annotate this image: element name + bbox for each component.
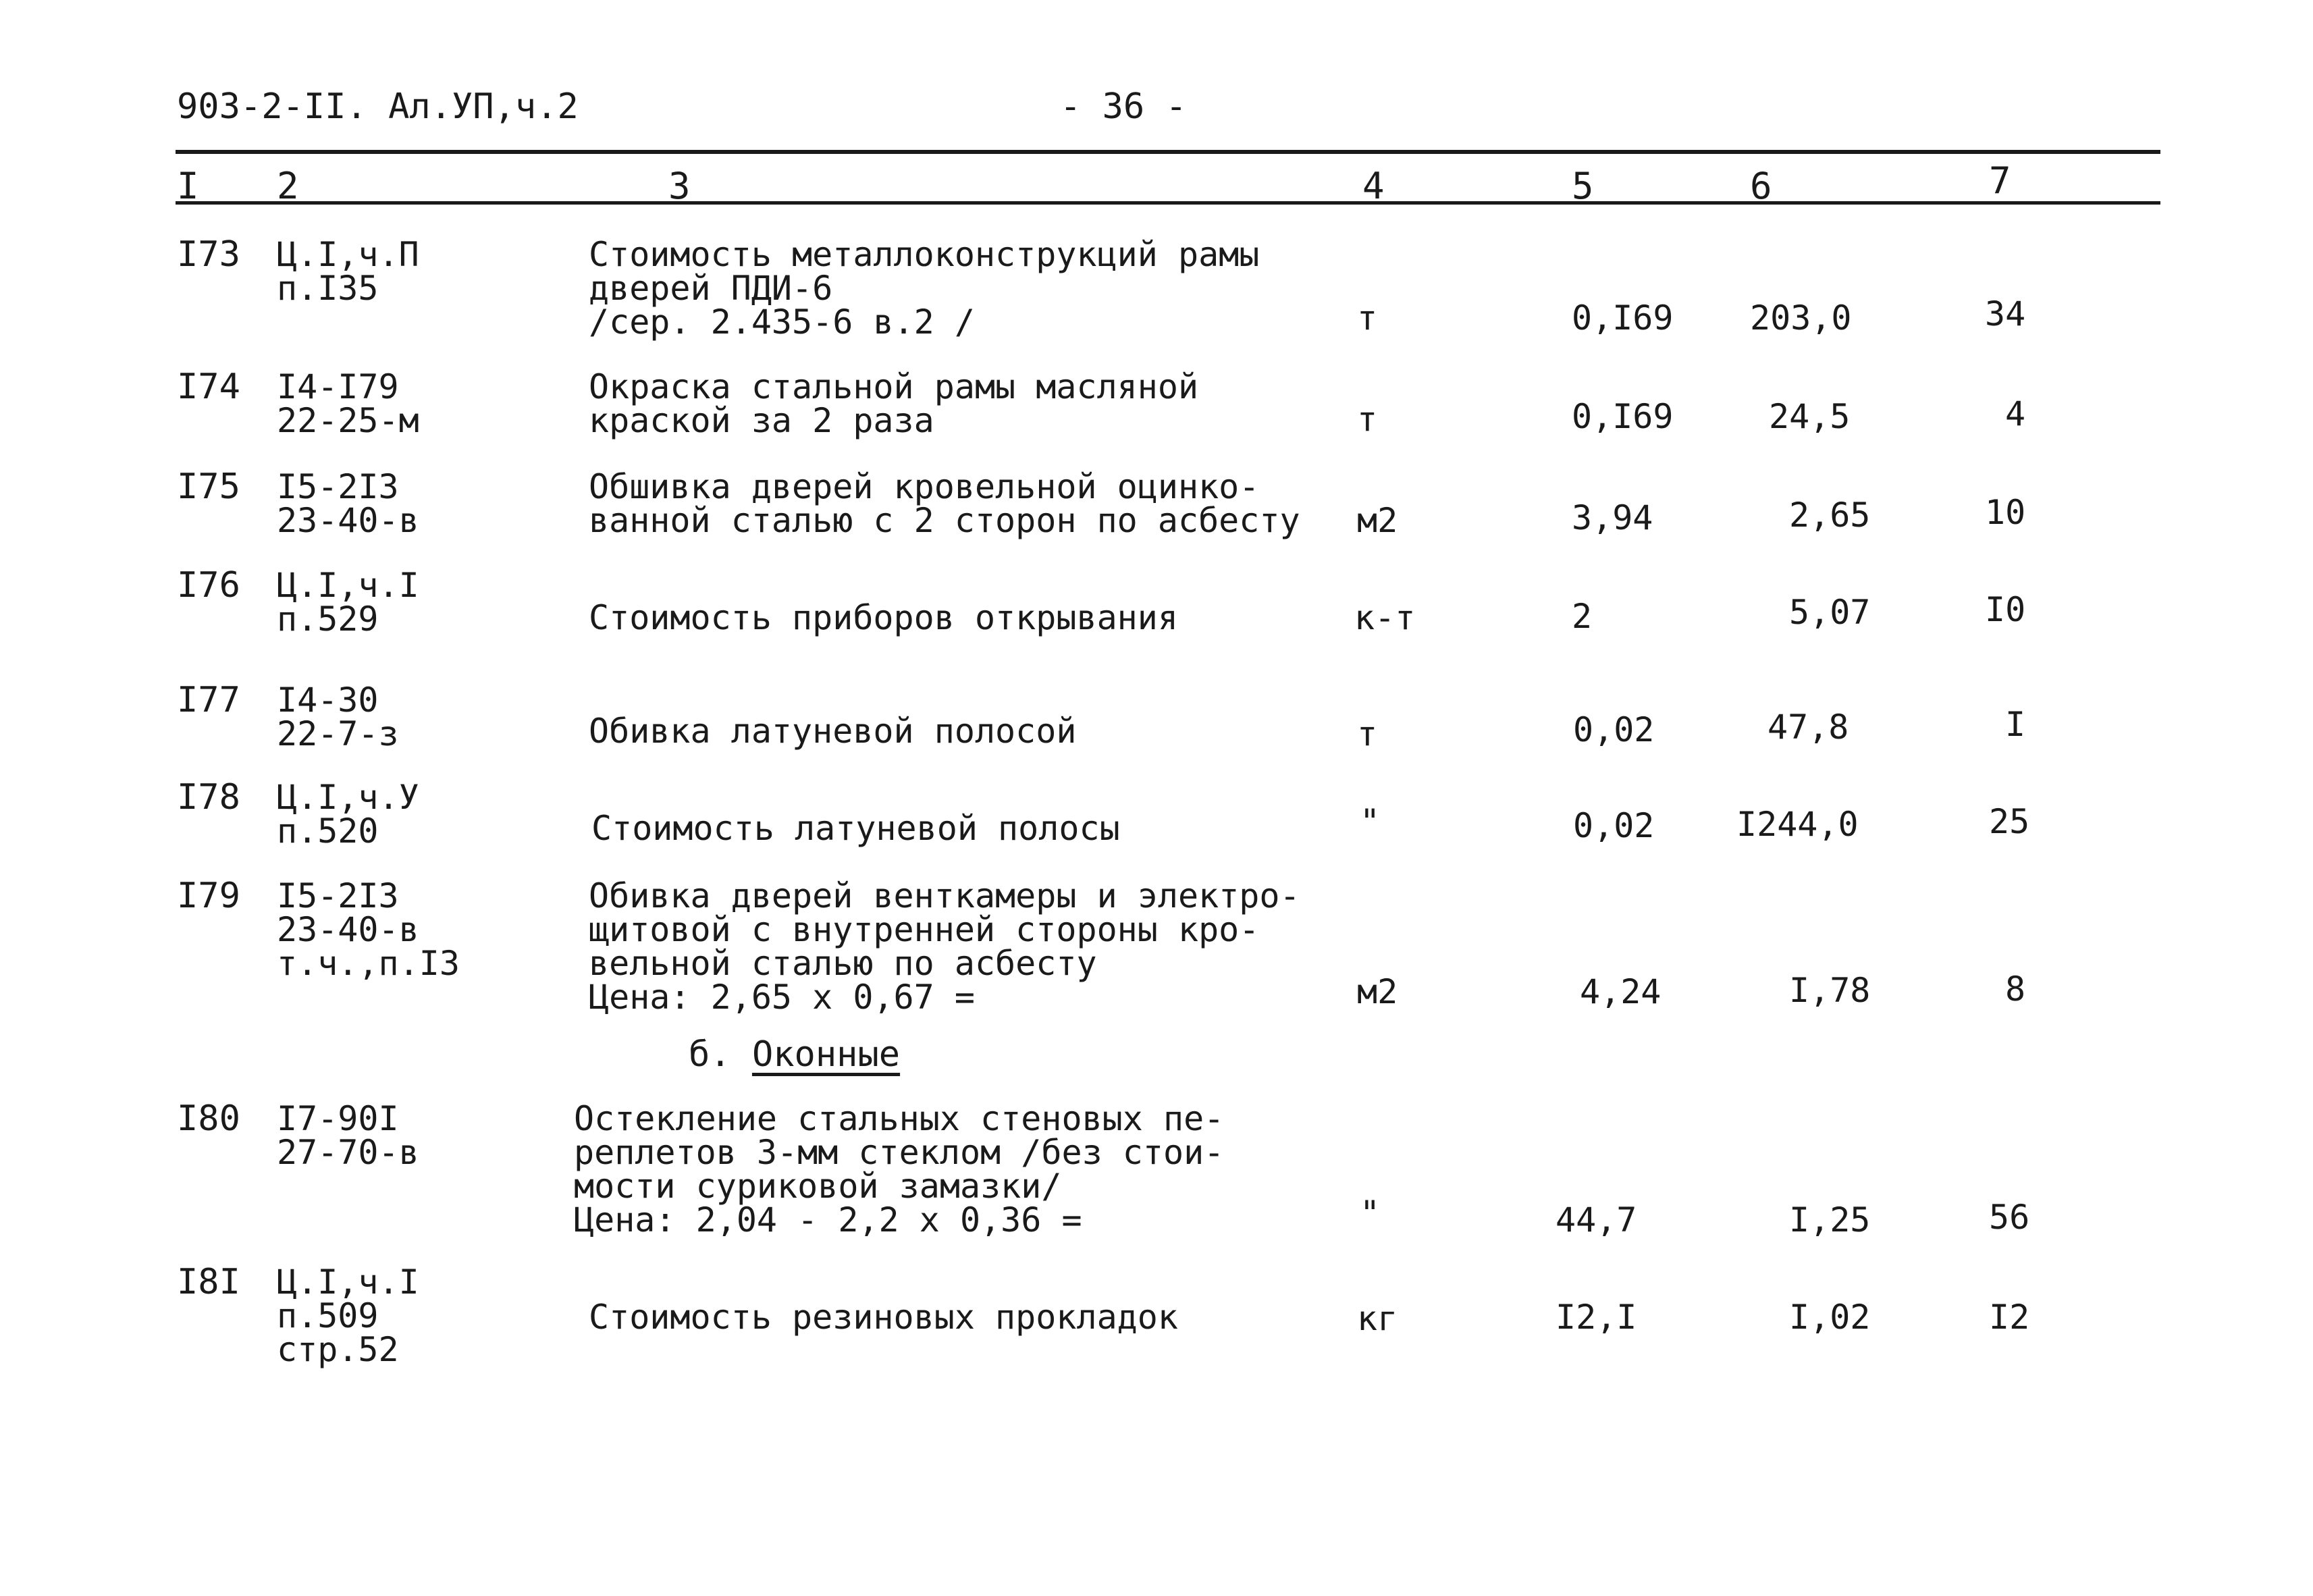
document-code: 903-2-II. Ал.УП,ч.2 [177, 86, 579, 127]
row-quantity: I2,I [1556, 1298, 1637, 1337]
row-total: 25 [1989, 802, 2030, 841]
row-description: Обивка дверей венткамеры и электро- щитовой с внутренней стороны кро- вельной сталью по асбесту Цена: 2,65 х 0,67 = [589, 876, 1300, 1017]
row-code: Ц.I,ч.I п.509 стр.52 [277, 1262, 419, 1369]
row-number: I77 [177, 680, 240, 720]
row-code: I5-2I3 23-40-в [277, 467, 419, 540]
row-number: I80 [177, 1098, 240, 1139]
row-price: 5,07 [1789, 593, 1871, 632]
row-quantity: 4,24 [1580, 972, 1661, 1011]
row-code: I7-90I 27-70-в [277, 1099, 419, 1172]
column-header-3: 3 [668, 165, 691, 207]
column-header-2: 2 [277, 165, 299, 207]
row-code: I4-I79 22-25-м [277, 367, 419, 440]
column-header-1: I [177, 165, 199, 207]
row-unit: " [1360, 802, 1381, 841]
row-quantity: 3,94 [1572, 498, 1653, 537]
row-price: I,25 [1789, 1200, 1871, 1240]
row-price: I244,0 [1736, 805, 1859, 844]
row-number: I75 [177, 467, 240, 507]
row-unit: кг [1357, 1299, 1398, 1338]
row-price: 203,0 [1750, 298, 1852, 338]
row-code: I5-2I3 23-40-в т.ч.,п.I3 [277, 876, 460, 983]
row-description: Обивка латуневой полосой [589, 712, 1077, 751]
row-description: Стоимость металлоконструкций рамы дверей ПДИ-6 /сер. 2.435-6 в.2 / [589, 235, 1260, 342]
row-number: I76 [177, 565, 240, 606]
row-quantity: 44,7 [1556, 1200, 1637, 1240]
row-description: Остекление стальных стеновых пе- реплетов 3-мм стеклом /без стои- мости суриковой замазки/ Цена: 2,04 - 2,2 х 0,36 = [574, 1099, 1225, 1240]
section-heading [689, 1034, 900, 1075]
row-code: Ц.I,ч.I п.529 [277, 566, 419, 639]
row-unit: т [1357, 400, 1378, 439]
row-description: Стоимость латуневой полосы [591, 809, 1120, 848]
row-unit: м2 [1357, 501, 1398, 540]
row-number: I74 [177, 367, 240, 407]
column-header-7: 7 [1989, 159, 2011, 202]
row-price: 2,65 [1789, 496, 1871, 535]
row-total: 56 [1989, 1198, 2030, 1237]
row-total: 4 [2005, 394, 2026, 433]
row-price: 24,5 [1769, 397, 1851, 436]
row-price: 47,8 [1767, 708, 1849, 747]
column-header-5: 5 [1572, 165, 1594, 207]
header-top-rule [176, 150, 2160, 154]
row-unit: т [1357, 714, 1378, 753]
row-code: Ц.I,ч.У п.520 [277, 778, 419, 851]
row-code: Ц.I,ч.П п.I35 [277, 235, 419, 308]
row-total: I [2005, 705, 2026, 744]
row-quantity: 0,02 [1573, 806, 1655, 845]
header-bottom-rule [176, 201, 2160, 205]
row-description: Стоимость резиновых прокладок [589, 1298, 1178, 1337]
row-quantity: 0,02 [1573, 710, 1655, 749]
row-quantity: 2 [1572, 597, 1593, 636]
row-total: 8 [2005, 969, 2026, 1009]
row-total: 10 [1985, 493, 2026, 532]
section-prefix: б. [689, 1034, 731, 1075]
row-description: Стоимость приборов открывания [589, 598, 1178, 637]
row-quantity: 0,I69 [1572, 397, 1674, 436]
row-number: I8I [177, 1262, 240, 1302]
row-unit: к-т [1354, 598, 1416, 637]
row-number: I73 [177, 234, 240, 275]
row-number: I78 [177, 777, 240, 818]
row-unit: т [1357, 298, 1378, 338]
page-number: - 36 - [1060, 86, 1187, 127]
row-price: I,02 [1789, 1298, 1871, 1337]
column-header-4: 4 [1362, 165, 1385, 207]
row-description: Окраска стальной рамы масляной краской за 2 раза [589, 367, 1199, 440]
row-code: I4-30 22-7-з [277, 681, 399, 753]
row-quantity: 0,I69 [1572, 298, 1674, 338]
column-header-6: 6 [1750, 165, 1772, 207]
row-total: I2 [1989, 1298, 2030, 1337]
row-price: I,78 [1789, 971, 1871, 1010]
row-total: I0 [1985, 590, 2026, 629]
row-unit: м2 [1357, 972, 1398, 1011]
section-title: Оконные [751, 1034, 901, 1075]
row-total: 34 [1985, 294, 2026, 334]
row-description: Обшивка дверей кровельной оцинко- ванной сталью с 2 сторон по асбесту [589, 467, 1300, 540]
row-number: I79 [177, 876, 240, 916]
row-unit: " [1360, 1194, 1381, 1233]
